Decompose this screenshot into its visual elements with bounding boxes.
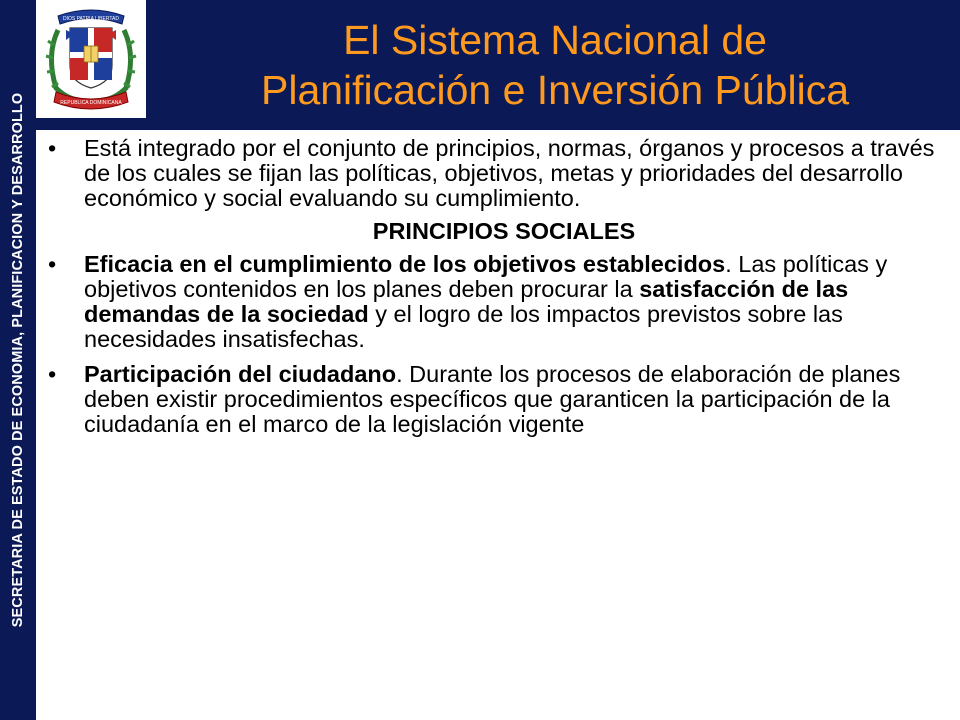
coat-of-arms-icon [36, 0, 146, 118]
section-heading: PRINCIPIOS SOCIALES [372, 218, 636, 244]
bullet-dot-icon: • [48, 135, 57, 161]
principle-efficacy [44, 252, 944, 352]
emblem-motto: DIOS PATRIA LIBERTAD [62, 16, 120, 22]
intro-bullet [44, 136, 944, 211]
principle-participation [44, 362, 944, 437]
sidebar [0, 0, 36, 720]
principle-participation-title: Participación del ciudadano [84, 361, 397, 387]
coat-of-arms-logo [36, 0, 146, 118]
bullet-dot-icon: • [48, 251, 57, 277]
principle-efficacy-emphasis: satisfacción de las demandas de la sociedad [84, 276, 849, 327]
slide-body [44, 136, 944, 437]
title-line-2: Planificación e Inversión Pública [261, 67, 849, 113]
page-title [150, 0, 960, 130]
principle-efficacy-text-1: . Las políticas y objetivos contenidos en los planes deben procurar la [84, 251, 888, 302]
bullet-dot-icon: • [48, 361, 57, 387]
sidebar-org-name: SECRETARIA DE ESTADO DE ECONOMIA, PLANIFICACION Y DESARROLLO [10, 92, 26, 628]
emblem-banner: REPUBLICA DOMINICANA [60, 100, 122, 106]
intro-text: Está integrado por el conjunto de principios, normas, órganos y procesos a través de los cuales se fijan las políticas, objetivos, metas y prioridades del desarrollo económico y social evaluando su cumplimiento. [84, 135, 935, 211]
principle-participation-text: . Durante los procesos de elaboración de planes deben existir procedimientos específicos que garanticen la participación de la ciudadanía en el marco de la legislación vigente [84, 361, 901, 437]
title-line-1: El Sistema Nacional de [343, 17, 767, 63]
principle-efficacy-title: Eficacia en el cumplimiento de los objetivos establecidos [84, 251, 726, 277]
principle-efficacy-text-2: y el logro de los impactos previstos sobre las necesidades insatisfechas. [84, 301, 843, 352]
